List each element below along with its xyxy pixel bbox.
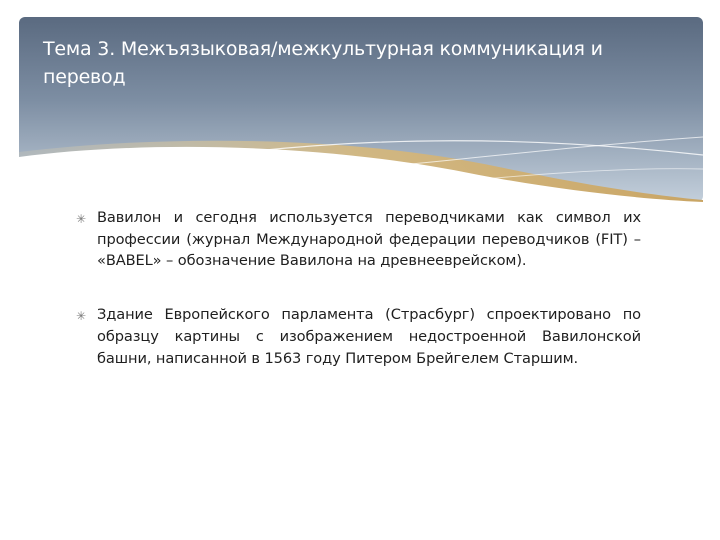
title-banner bbox=[19, 17, 703, 202]
list-item bbox=[76, 207, 641, 272]
bullet-text: Здание Европейского парламента (Страсбург) спроектировано по образцу картины с изображением недостроенной Вавилонской башни, написанной в 1563 году Питером Брейгелем Старшим. bbox=[97, 306, 641, 367]
asterisk-bullet-icon: ✳ bbox=[76, 309, 87, 324]
bullet-text: Вавилон и сегодня используется переводчиками как символ их профессии (журнал Международной федерации переводчиков (FIT) – «BABEL» – обозначение Вавилона на древнееврейском). bbox=[97, 209, 641, 270]
asterisk-bullet-icon: ✳ bbox=[76, 212, 87, 226]
list-item bbox=[76, 304, 641, 369]
page-title: Тема 3. Межъязыковая/межкультурная коммуникация и перевод bbox=[43, 38, 603, 88]
bullet-list bbox=[76, 207, 641, 401]
